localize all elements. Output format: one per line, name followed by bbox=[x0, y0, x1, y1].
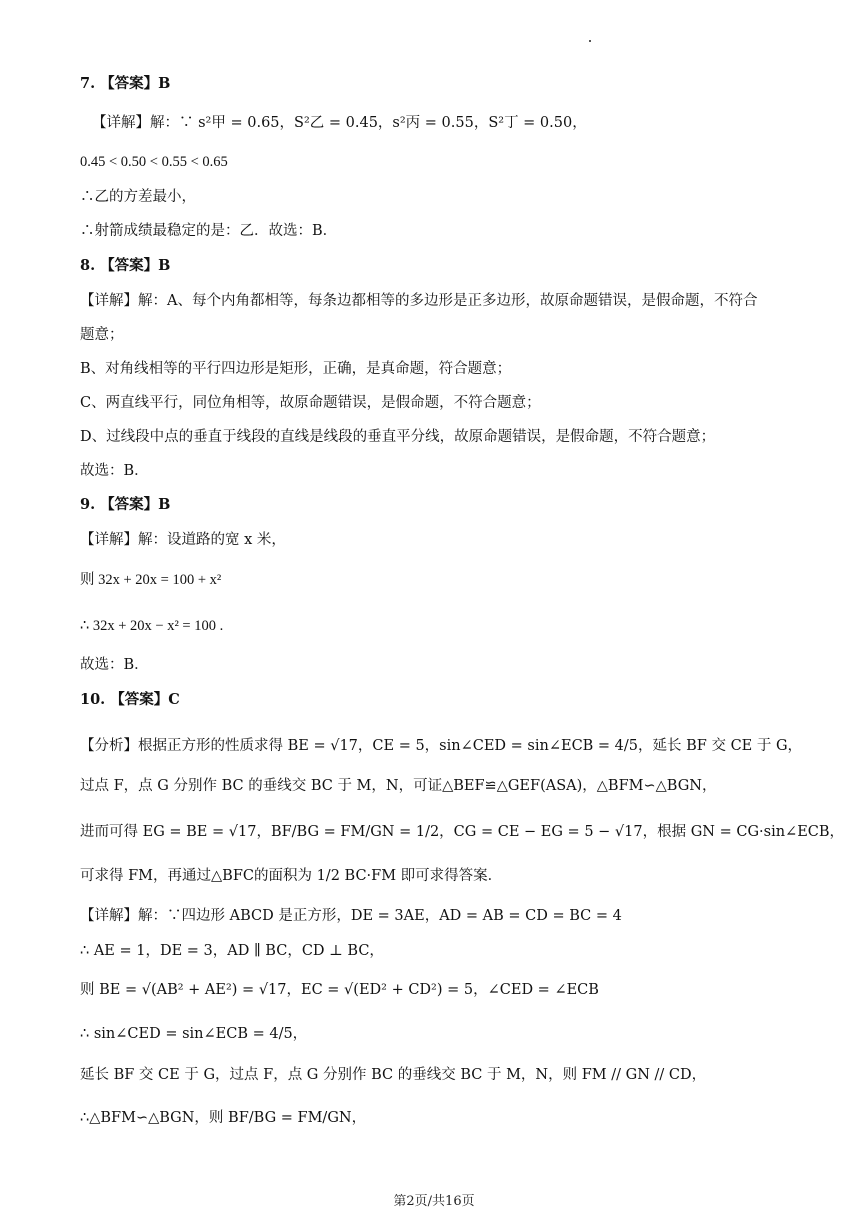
question-9-equation: 则 32x + 20x = 100 + x² bbox=[80, 572, 222, 588]
question-7-answer: 7. 【答案】B bbox=[80, 75, 171, 92]
question-7-conclusion: ∴射箭成绩最稳定的是：乙．故选：B． bbox=[80, 223, 338, 239]
question-8-detail: 【详解】解：A、每个内角都相等，每条边都相等的多边形是正多边形，故原命题错误，是假命题，不符合 bbox=[80, 293, 758, 309]
question-9-detail: 【详解】解：设道路的宽 x 米， bbox=[80, 532, 286, 548]
question-8-conclusion: 故选：B． bbox=[80, 463, 149, 479]
question-8-detail-cont: 题意； bbox=[80, 327, 124, 343]
question-7-detail: 【详解】解：∵ s²甲 = 0.65，S²乙 = 0.45，s²丙 = 0.55，S²丁 = 0.50， bbox=[92, 115, 587, 131]
question-10-detail-1: 【详解】解：∵四边形 ABCD 是正方形，DE = 3AE，AD = AB = CD = BC = 4 bbox=[80, 908, 622, 924]
question-10-analysis-3: 进而可得 EG = BE = √17，BF/BG = FM/GN = 1/2，CG = CE − EG = 5 − √17，根据 GN = CG·sin∠ECB， bbox=[80, 824, 845, 840]
question-8-option-c: C、两直线平行，同位角相等，故原命题错误，是假命题，不符合题意； bbox=[80, 395, 541, 411]
question-9-answer: 9. 【答案】B bbox=[80, 496, 171, 513]
question-10-detail-2: ∴ AE = 1，DE = 3，AD ∥ BC，CD ⊥ BC， bbox=[80, 943, 384, 959]
question-8-answer: 8. 【答案】B bbox=[80, 257, 171, 274]
question-10-analysis-4: 可求得 FM，再通过△BFC的面积为 1/2 BC·FM 即可求得答案． bbox=[80, 868, 503, 884]
question-10-analysis-2: 过点 F，点 G 分别作 BC 的垂线交 BC 于 M，N，可证△BEF≌△GEF(ASA)，△BFM∽△BGN， bbox=[80, 778, 717, 794]
question-9-conclusion: 故选：B． bbox=[80, 657, 149, 673]
page-mark bbox=[589, 40, 591, 42]
question-10-detail-6: ∴△BFM∽△BGN，则 BF/BG = FM/GN， bbox=[80, 1110, 367, 1126]
question-10-detail-5: 延长 BF 交 CE 于 G，过点 F，点 G 分别作 BC 的垂线交 BC 于 M，N，则 FM // GN // CD， bbox=[80, 1067, 707, 1083]
page-number: 第2页/共16页 bbox=[393, 1194, 475, 1209]
question-8-option-d: D、过线段中点的垂直于线段的直线是线段的垂直平分线，故原命题错误，是假命题，不符合题意； bbox=[80, 429, 716, 445]
question-10-analysis-1: 【分析】根据正方形的性质求得 BE = √17，CE = 5，sin∠CED = sin∠ECB = 4/5，延长 BF 交 CE 于 G， bbox=[80, 738, 803, 754]
question-10-answer: 10. 【答案】C bbox=[80, 691, 180, 708]
question-10-detail-3: 则 BE = √(AB² + AE²) = √17，EC = √(ED² + CD²) = 5，∠CED = ∠ECB bbox=[80, 982, 599, 998]
question-8-option-b: B、对角线相等的平行四边形是矩形，正确，是真命题，符合题意； bbox=[80, 361, 512, 377]
question-7-step: ∴乙的方差最小， bbox=[80, 189, 196, 205]
question-9-simplified: ∴ 32x + 20x − x² = 100 . bbox=[80, 618, 224, 634]
question-7-inequality: 0.45 < 0.50 < 0.55 < 0.65 bbox=[80, 154, 228, 170]
question-10-detail-4: ∴ sin∠CED = sin∠ECB = 4/5， bbox=[80, 1026, 308, 1042]
